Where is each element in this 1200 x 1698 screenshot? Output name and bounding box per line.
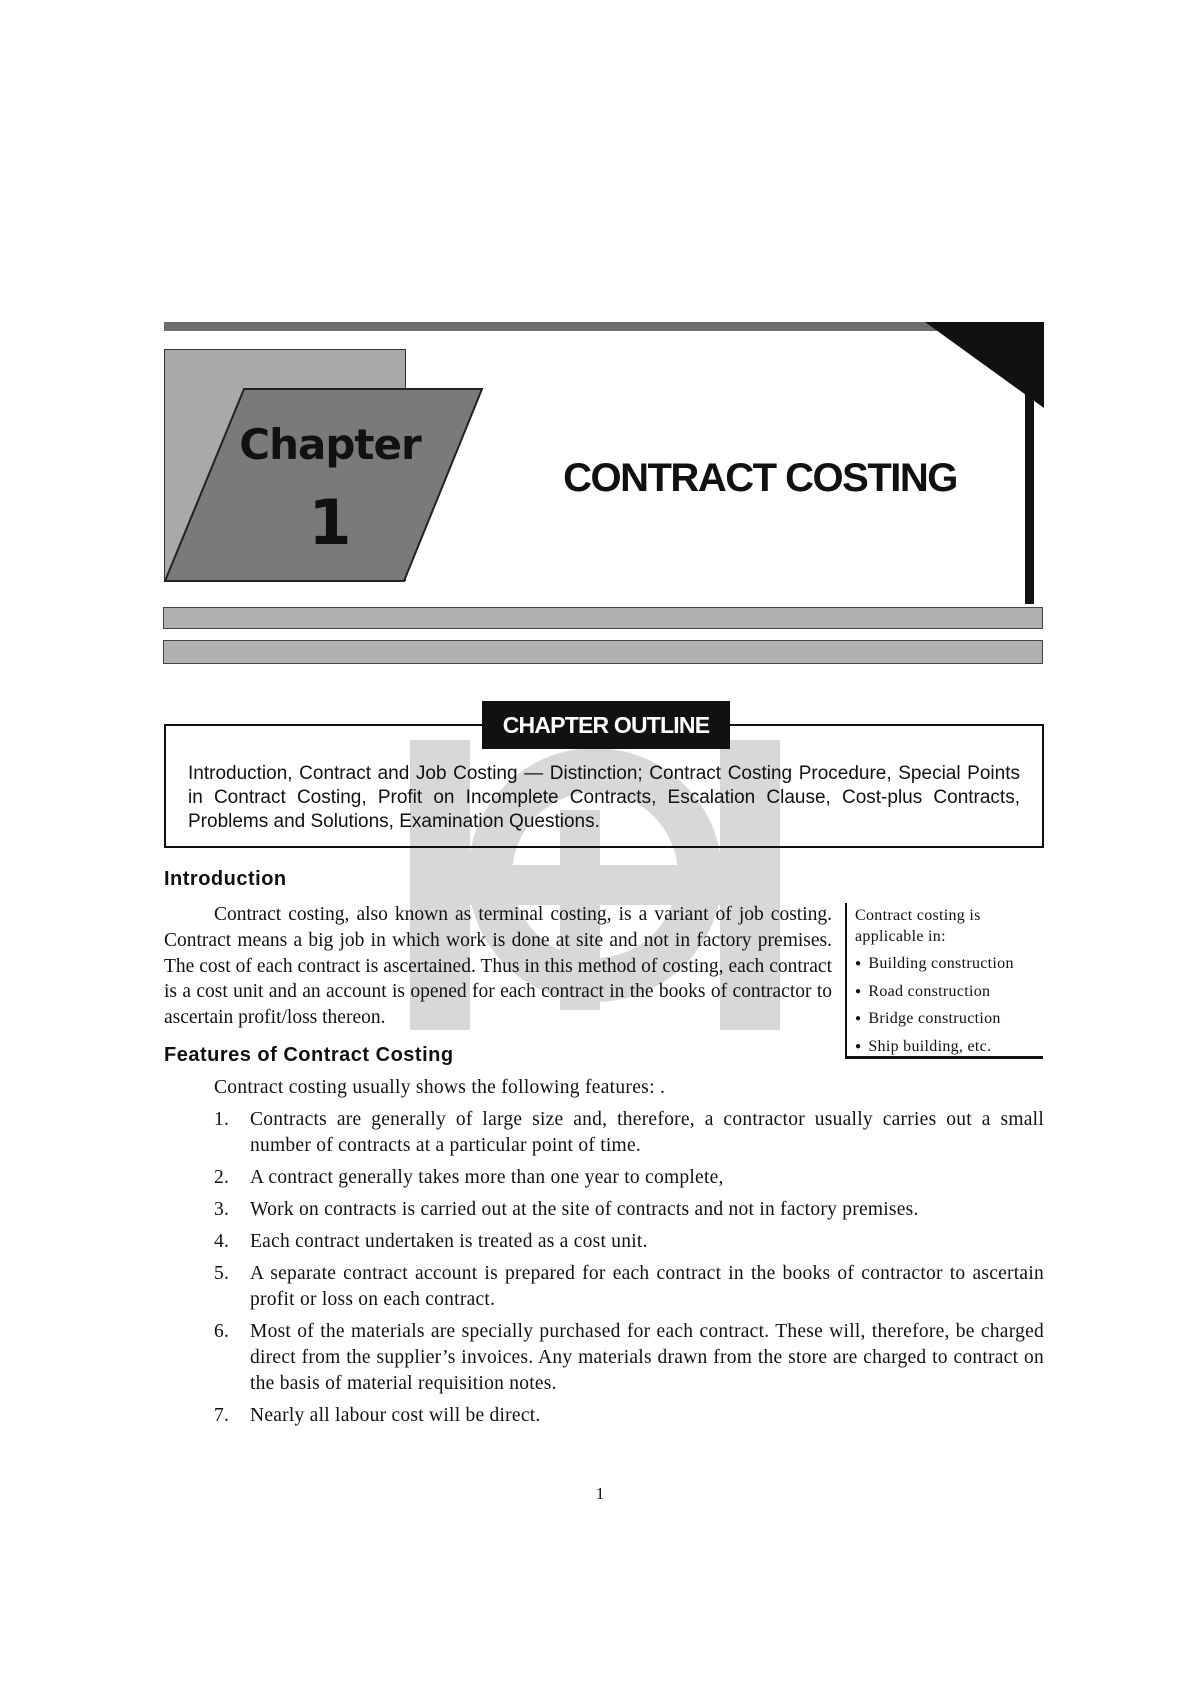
header-bar-lower	[163, 640, 1043, 664]
features-list	[214, 1107, 1044, 1435]
introduction-paragraph: Contract costing, also known as terminal costing, is a variant of job costing. Contract means a big job in which work is done at site and not in factory premises. The cost of each contract is ascertained. Thus in this method of costing, each contract is a cost unit and an account is opened for each contract in the books of contractor to ascertain profit/loss thereon.	[164, 904, 832, 1029]
list-item-number: 6.	[214, 1321, 230, 1342]
features-heading: Features of Contract Costing	[164, 1044, 454, 1066]
sidebar-note	[845, 903, 1043, 1059]
page-number: 1	[595, 1484, 605, 1503]
list-item-text: A separate contract account is prepared for each contract in the books of contractor to ascertain profit or loss on each contract.	[250, 1263, 1044, 1310]
list-item-number: 2.	[214, 1167, 230, 1188]
list-item-text: Nearly all labour cost will be direct.	[250, 1405, 541, 1426]
header-corner-triangle	[925, 322, 1044, 408]
list-item	[214, 1197, 1044, 1223]
list-item: ● Ship building, etc.	[855, 1034, 1043, 1062]
chapter-number: 1	[308, 486, 352, 559]
list-item	[214, 1403, 1044, 1429]
list-item-text: Most of the materials are specially purchased for each contract. These will, therefore, be charged direct from the supplier’s invoices. Any materials drawn from the store are charged to contract on the basis of material requisition notes.	[250, 1321, 1044, 1394]
list-item	[214, 1165, 1044, 1191]
list-item	[214, 1261, 1044, 1313]
list-item-number: 5.	[214, 1263, 230, 1284]
introduction-heading: Introduction	[164, 868, 287, 890]
list-item-number: 1.	[214, 1109, 230, 1130]
list-item-text: A contract generally takes more than one year to complete,	[250, 1167, 724, 1188]
header-bar-upper	[163, 607, 1043, 629]
list-item: ● Road construction	[855, 979, 1043, 1007]
list-item: ● Building construction	[855, 951, 1043, 979]
list-item	[214, 1107, 1044, 1159]
list-item: ● Bridge construction	[855, 1006, 1043, 1034]
list-item-number: 3.	[214, 1199, 230, 1220]
list-item	[214, 1229, 1044, 1255]
chapter-outline-text: Introduction, Contract and Job Costing — Distinction; Contract Costing Procedure, Special Points in Contract Costing, Profit on Incomplete Contracts, Escalation Clause, Cost-plus Contracts, Problems and Solutions, Examination Questions.	[188, 763, 1020, 832]
sidebar-note-intro: Contract costing is applicable in:	[855, 907, 981, 945]
list-item-number: 7.	[214, 1405, 230, 1426]
features-lead: Contract costing usually shows the following features: .	[214, 1077, 666, 1098]
sidebar-note-list	[855, 951, 1043, 1061]
list-item-text: Contracts are generally of large size and, therefore, a contractor usually carries out a small number of contracts at a particular point of time.	[250, 1109, 1044, 1156]
chapter-title: CONTRACT COSTING	[563, 456, 957, 500]
list-item-text: Work on contracts is carried out at the site of contracts and not in factory premises.	[250, 1199, 919, 1220]
list-item-number: 4.	[214, 1231, 230, 1252]
list-item	[214, 1319, 1044, 1397]
list-item-text: Each contract undertaken is treated as a cost unit.	[250, 1231, 648, 1252]
chapter-label: Chapter	[239, 420, 421, 469]
chapter-outline-label: CHAPTER OUTLINE	[482, 701, 730, 749]
